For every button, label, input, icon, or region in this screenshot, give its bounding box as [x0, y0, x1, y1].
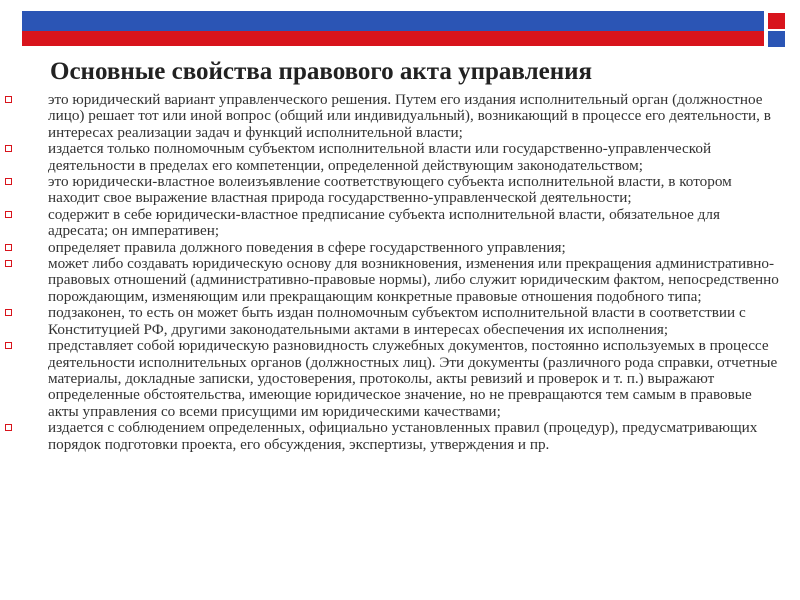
- square-bullet-icon: [5, 145, 12, 152]
- list-item-text: может либо создавать юридическую основу для возникновения, изменения или прекращения административно-правовых отношений (административно-правовые нормы), либо служит юридическим фактом, непосредственно порождающим, изменяющим или прекращающим конкретные правовые отношения подобного типа;: [48, 255, 779, 305]
- list-item-text: подзаконен, то есть он может быть издан полномочным субъектом исполнительной власти в соответствии с Конституцией РФ, другими законодательными актами в интересах обеспечения их исполнения;: [48, 304, 746, 338]
- square-bullet-icon: [5, 424, 12, 431]
- list-item-text: определяет правила должного поведения в сфере государственного управления;: [48, 238, 566, 256]
- square-bullet-icon: [5, 178, 12, 185]
- list-item: [0, 207, 800, 240]
- list-item: [0, 92, 800, 141]
- bullet-list: [0, 92, 800, 453]
- list-item-text: это юридический вариант управленческого решения. Путем его издания исполнительный орган (должностное лицо) решает тот или иной вопрос (общий или индивидуальный), возникающий в процессе его деятельности, в интересах реализации задач и функций исполнительной власти;: [48, 91, 771, 141]
- list-item: [0, 338, 800, 420]
- square-bullet-icon: [5, 342, 12, 349]
- square-bullet-icon: [5, 309, 12, 316]
- header-blue-band: [22, 11, 764, 31]
- list-item: [0, 256, 800, 305]
- list-item: [0, 174, 800, 207]
- list-item-text: это юридически-властное волеизъявление соответствующего субъекта исполнительной власти, в котором находит свое выражение властная природа государственно-управленческой деятельности;: [48, 173, 732, 207]
- list-item-text: издается только полномочным субъектом исполнительной власти или государственно-управленческой деятельности в пределах его компетенции, определенной действующим законодательством;: [48, 140, 712, 174]
- slide-title: Основные свойства правового акта управления: [50, 58, 593, 85]
- list-item: [0, 420, 800, 453]
- square-bullet-icon: [5, 244, 12, 251]
- header-red-band: [22, 31, 764, 46]
- corner-blue-square: [768, 31, 785, 47]
- list-item-text: издается с соблюдением определенных, официально установленных правил (процедур), предусматривающих порядок подготовки проекта, его обсуждения, экспертизы, утверждения и пр.: [48, 419, 758, 453]
- corner-red-square: [768, 13, 785, 29]
- list-item: [0, 240, 800, 256]
- list-item-text: содержит в себе юридически-властное предписание субъекта исполнительной власти, обязательное для адресата; он императивен;: [48, 205, 720, 240]
- list-item: [0, 305, 800, 338]
- square-bullet-icon: [5, 211, 12, 218]
- list-item-text: представляет собой юридическую разновидность служебных документов, постоянно используемых в процессе деятельности исполнительных органов (должностных лиц). Эти документы (различного рода справки, отчетные материалы, докладные записки, удостоверения, протоколы, акты ревизий и проверок и т. п.) выражают определенные обстоятельства, имеющие юридическое значение, но не превращаются тем самым в правовые акты управления со всеми присущими им юридическими качествами;: [48, 337, 778, 420]
- list-item: [0, 141, 800, 174]
- square-bullet-icon: [5, 260, 12, 267]
- square-bullet-icon: [5, 96, 12, 103]
